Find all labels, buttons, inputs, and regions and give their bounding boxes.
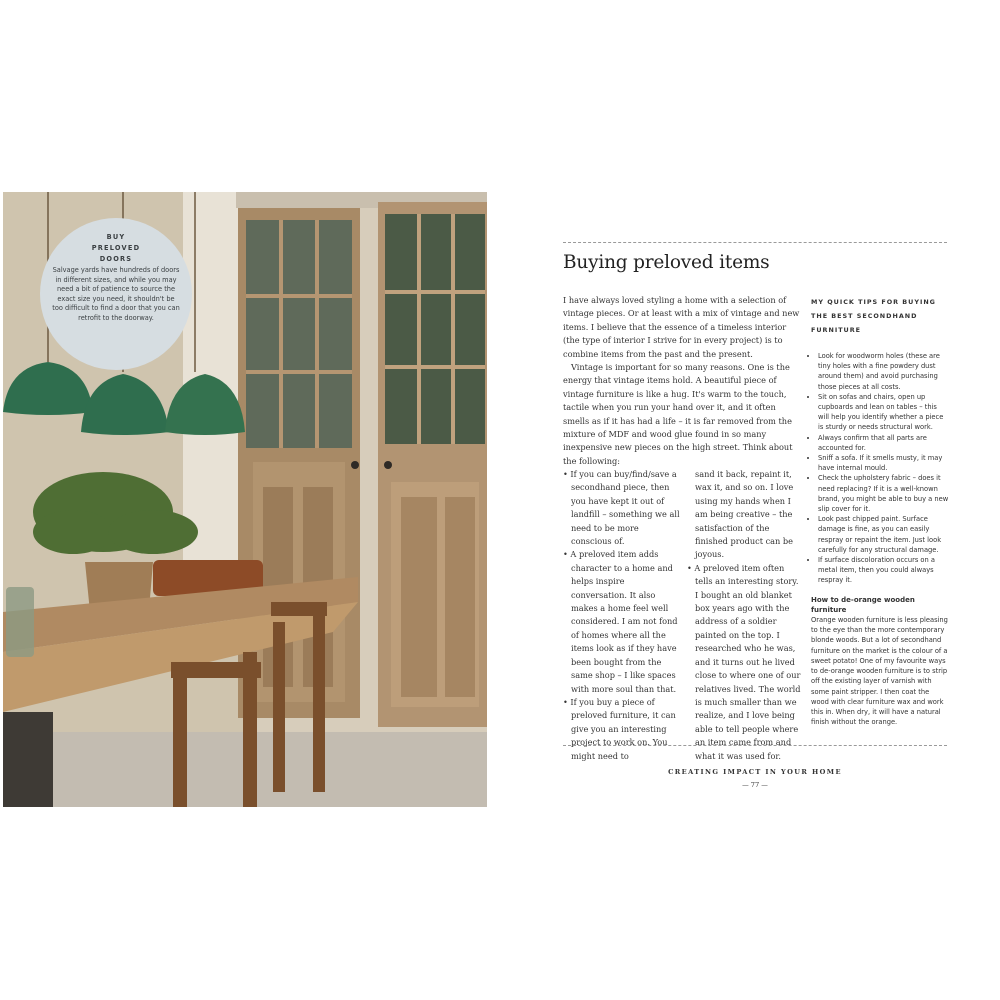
tip-item: • Check the upholstery fabric – does it need replacing? If it is a well-known brand, you might be able to buy a new slip cover for it.	[818, 473, 949, 514]
tip-item: • Always confirm that all parts are accounted for.	[818, 433, 949, 453]
callout-title-line-1: BUY	[106, 233, 126, 241]
article-intro	[563, 294, 801, 468]
bullet-continuation: sand it back, repaint it, wax it, and so on. I love using my hands when I am being creative – the satisfaction of the finished product can be joyous.	[695, 469, 794, 560]
bullet-item: • If you buy a piece of preloved furniture, it can give you an interesting project to work on. You might need to	[563, 696, 676, 761]
buy-preloved-doors-callout	[40, 218, 192, 370]
tips-sidebar	[811, 295, 949, 727]
callout-title-line-2: PRELOVED	[91, 244, 141, 252]
sidebar-subtext: Orange wooden furniture is less pleasing to the eye than the more contemporary blonde woods. But a lot of secondhand furniture on the market is the colour of a sweet potato! One of my favourite ways to de-orange wooden furniture is to strip off the existing layer of varnish with some paint stripper. I then coat the wood with clear furniture wax and work this in. When dry, it will have a natural finish without the orange.	[811, 616, 948, 727]
page-number: — 77 —	[742, 781, 768, 789]
running-footer: CREATING IMPACT IN YOUR HOME	[668, 768, 842, 776]
callout-title-line-3: DOORS	[99, 255, 133, 263]
bullet-column-2	[687, 468, 801, 763]
intro-paragraph-1: I have always loved styling a home with a selection of vintage pieces. Or at least with a mix of vintage and new items. I believe that the essence of a timeless interior (the type of interior I strive for in every project) is to combine items from the past and the present.	[563, 295, 800, 359]
tip-item: • Sit on sofas and chairs, open up cupboards and lean on tables – this will help you identify whether a piece is sturdy or needs structural work.	[818, 392, 949, 433]
intro-paragraph-2: Vintage is important for so many reasons. One is the energy that vintage items hold. A beautiful piece of vintage furniture is like a hug. It's warm to the touch, tactile when you run your hand over it, and it often smells as if it has had a life – it is far removed from the mixture of MDF and wood glue found in so many inexpensive new pieces on the high street. Think about the following:	[563, 362, 793, 466]
callout-body: Salvage yards have hundreds of doors in different sizes, and while you may need a bit of patience to source the exact size you need, it shouldn't be too difficult to find a door that you can retrofit to the doorway.	[52, 266, 180, 322]
sidebar-title: MY QUICK TIPS FOR BUYING THE BEST SECONDHAND FURNITURE	[811, 298, 936, 334]
tip-item: • Look for woodworm holes (these are tiny holes with a fine powdery dust around them) and avoid purchasing those pieces at all costs.	[818, 351, 949, 392]
bullet-item: • A preloved item adds character to a home and helps inspire conversation. It also makes a home feel well considered. I am not fond of homes where all the items look as if they have been bought from the same shop – I like spaces with more soul than that.	[563, 549, 678, 694]
tip-item: • Sniff a sofa. If it smells musty, it may have internal mould.	[818, 453, 949, 473]
bullet-item: • If you can buy/find/save a secondhand piece, then you have kept it out of landfill – something we all need to be more conscious of.	[563, 469, 680, 547]
bottom-divider	[563, 745, 947, 746]
tips-list	[811, 351, 949, 586]
bullet-item: • A preloved item often tells an interesting story. I bought an old blanket box years ago with the address of a soldier painted on the top. I researched who he was, and it turns out he lived close to where one of our relatives lived. The world is much smaller than we realize, and I love being able to tell people where an item came from and what it was used for.	[687, 562, 801, 761]
top-divider	[563, 242, 947, 243]
article-heading: Buying preloved items	[563, 252, 770, 273]
tip-item: • Look past chipped paint. Surface damage is fine, as you can easily respray or repaint the item. Just look carefully for any structural damage.	[818, 514, 949, 555]
bullet-column-1	[563, 468, 681, 763]
tip-item: • If surface discoloration occurs on a metal item, then you could always respray it.	[818, 555, 949, 586]
sidebar-subheading: How to de-orange wooden furniture	[811, 595, 915, 614]
